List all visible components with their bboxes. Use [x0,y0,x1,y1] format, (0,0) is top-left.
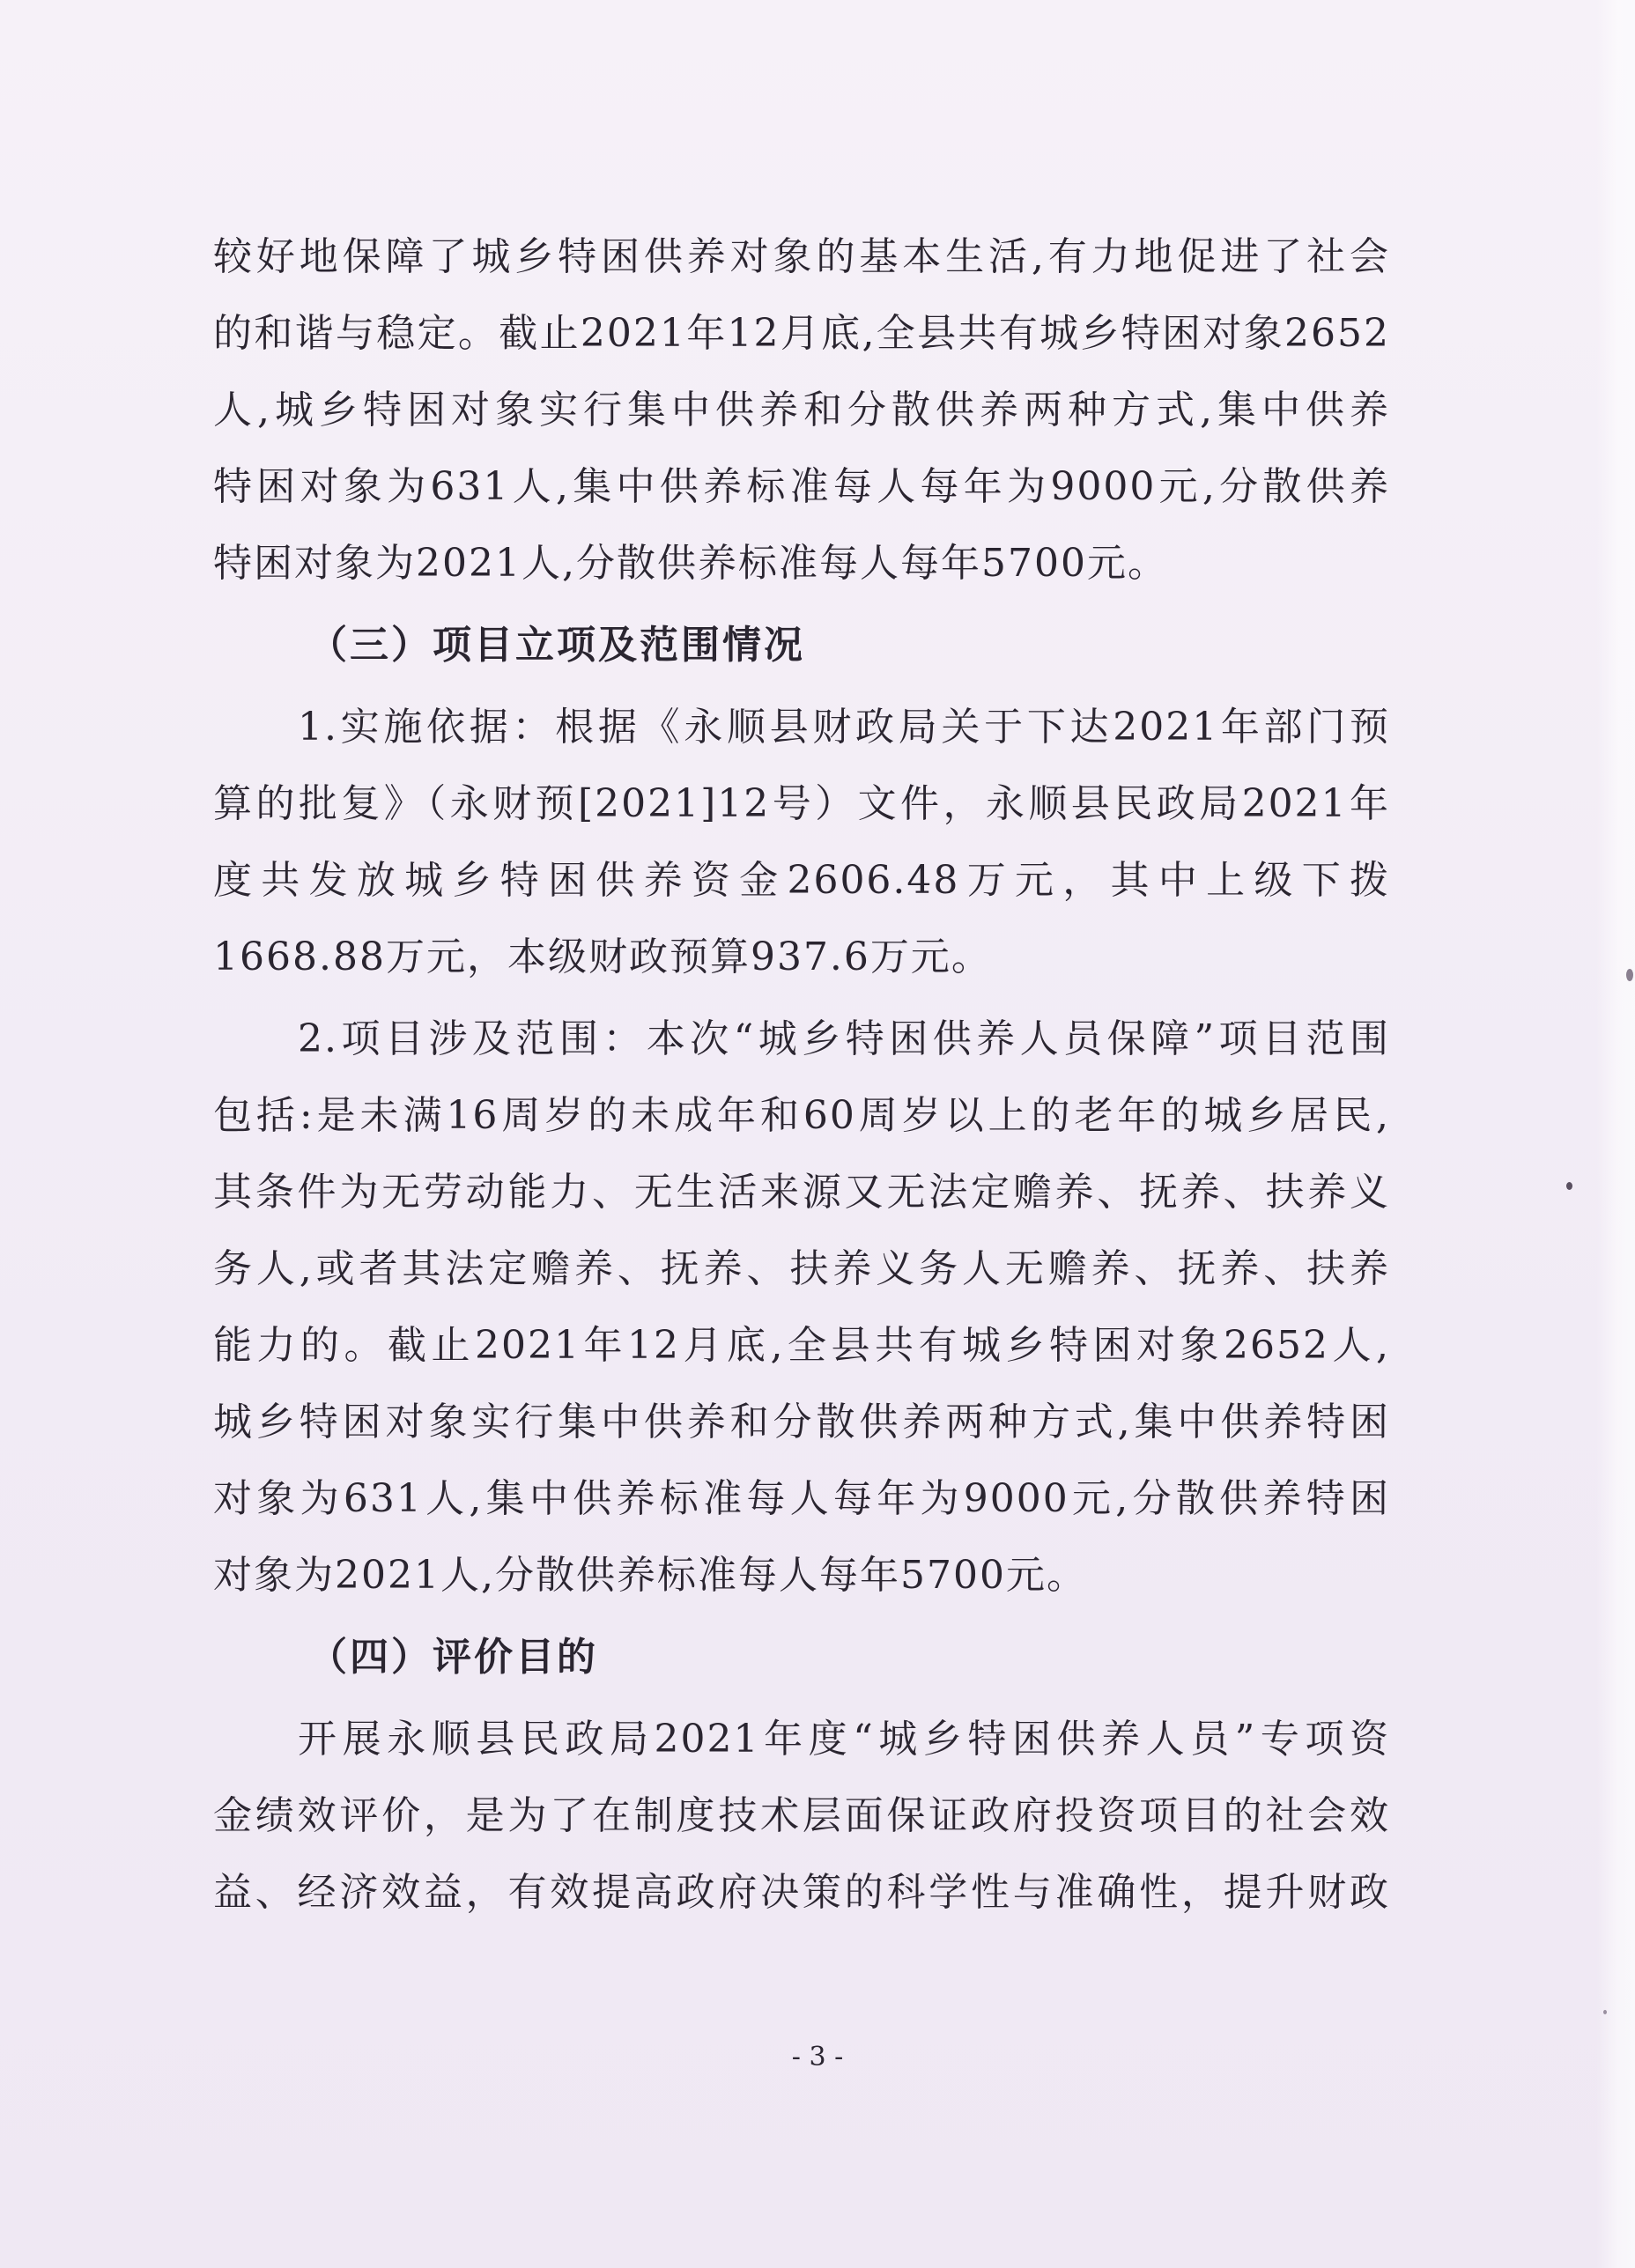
scan-speck [1603,2010,1607,2014]
paragraph-1 [213,218,1390,602]
text-line: 人,城乡特困对象实行集中供养和分散供养两种方式,集中供养 [213,388,1390,432]
page-edge-shadow [1596,0,1635,2268]
text-line: 对象为631人,集中供养标准每人每年为9000元,分散供养特困 [213,1476,1390,1521]
section-heading-3: （三）项目立项及范围情况 [308,623,805,668]
scan-speck [1626,969,1633,981]
text-line: 开展永顺县民政局2021年度“城乡特困供养人员”专项资 [298,1717,1390,1762]
text-line: 务人,或者其法定赡养、抚养、扶养义务人无赡养、抚养、扶养 [213,1246,1390,1291]
text-line: 算的批复》（永财预[2021]12号）文件，永顺县民政局2021年 [213,781,1390,826]
paragraph-4 [213,1701,1390,1931]
text-line: 2.项目涉及范围：本次“城乡特困供养人员保障”项目范围 [298,1016,1390,1061]
text-line: 城乡特困对象实行集中供养和分散供养两种方式,集中供养特困 [213,1400,1390,1444]
section-heading-4: （四）评价目的 [308,1635,598,1680]
page-number: - 3 - [791,2042,844,2072]
paragraph-3 [213,1001,1390,1614]
text-line: 1.实施依据：根据《永顺县财政局关于下达2021年部门预 [298,705,1390,750]
scan-speck [1566,1182,1572,1190]
text-line: 能力的。截止2021年12月底,全县共有城乡特困对象2652人, [213,1323,1390,1368]
text-line: 的和谐与稳定。截止2021年12月底,全县共有城乡特困对象2652 [213,311,1390,356]
text-line: 特困对象为631人,集中供养标准每人每年为9000元,分散供养 [213,464,1390,509]
text-line: 包括:是未满16周岁的未成年和60周岁以上的老年的城乡居民, [213,1093,1390,1138]
text-line: 其条件为无劳动能力、无生活来源又无法定赡养、抚养、扶养义 [213,1170,1390,1215]
document-body [213,218,1390,1931]
text-line: 益、经济效益，有效提高政府决策的科学性与准确性，提升财政 [213,1870,1390,1915]
paragraph-2 [213,689,1390,995]
text-line: 度共发放城乡特困供养资金2606.48万元，其中上级下拨 [213,858,1390,903]
text-line: 金绩效评价，是为了在制度技术层面保证政府投资项目的社会效 [213,1793,1390,1838]
text-line: 特困对象为2021人,分散供养标准每人每年5700元。 [213,541,1168,586]
text-line: 对象为2021人,分散供养标准每人每年5700元。 [213,1553,1087,1598]
text-line: 较好地保障了城乡特困供养对象的基本生活,有力地促进了社会 [213,234,1390,279]
text-line: 1668.88万元，本级财政预算937.6万元。 [213,935,992,979]
